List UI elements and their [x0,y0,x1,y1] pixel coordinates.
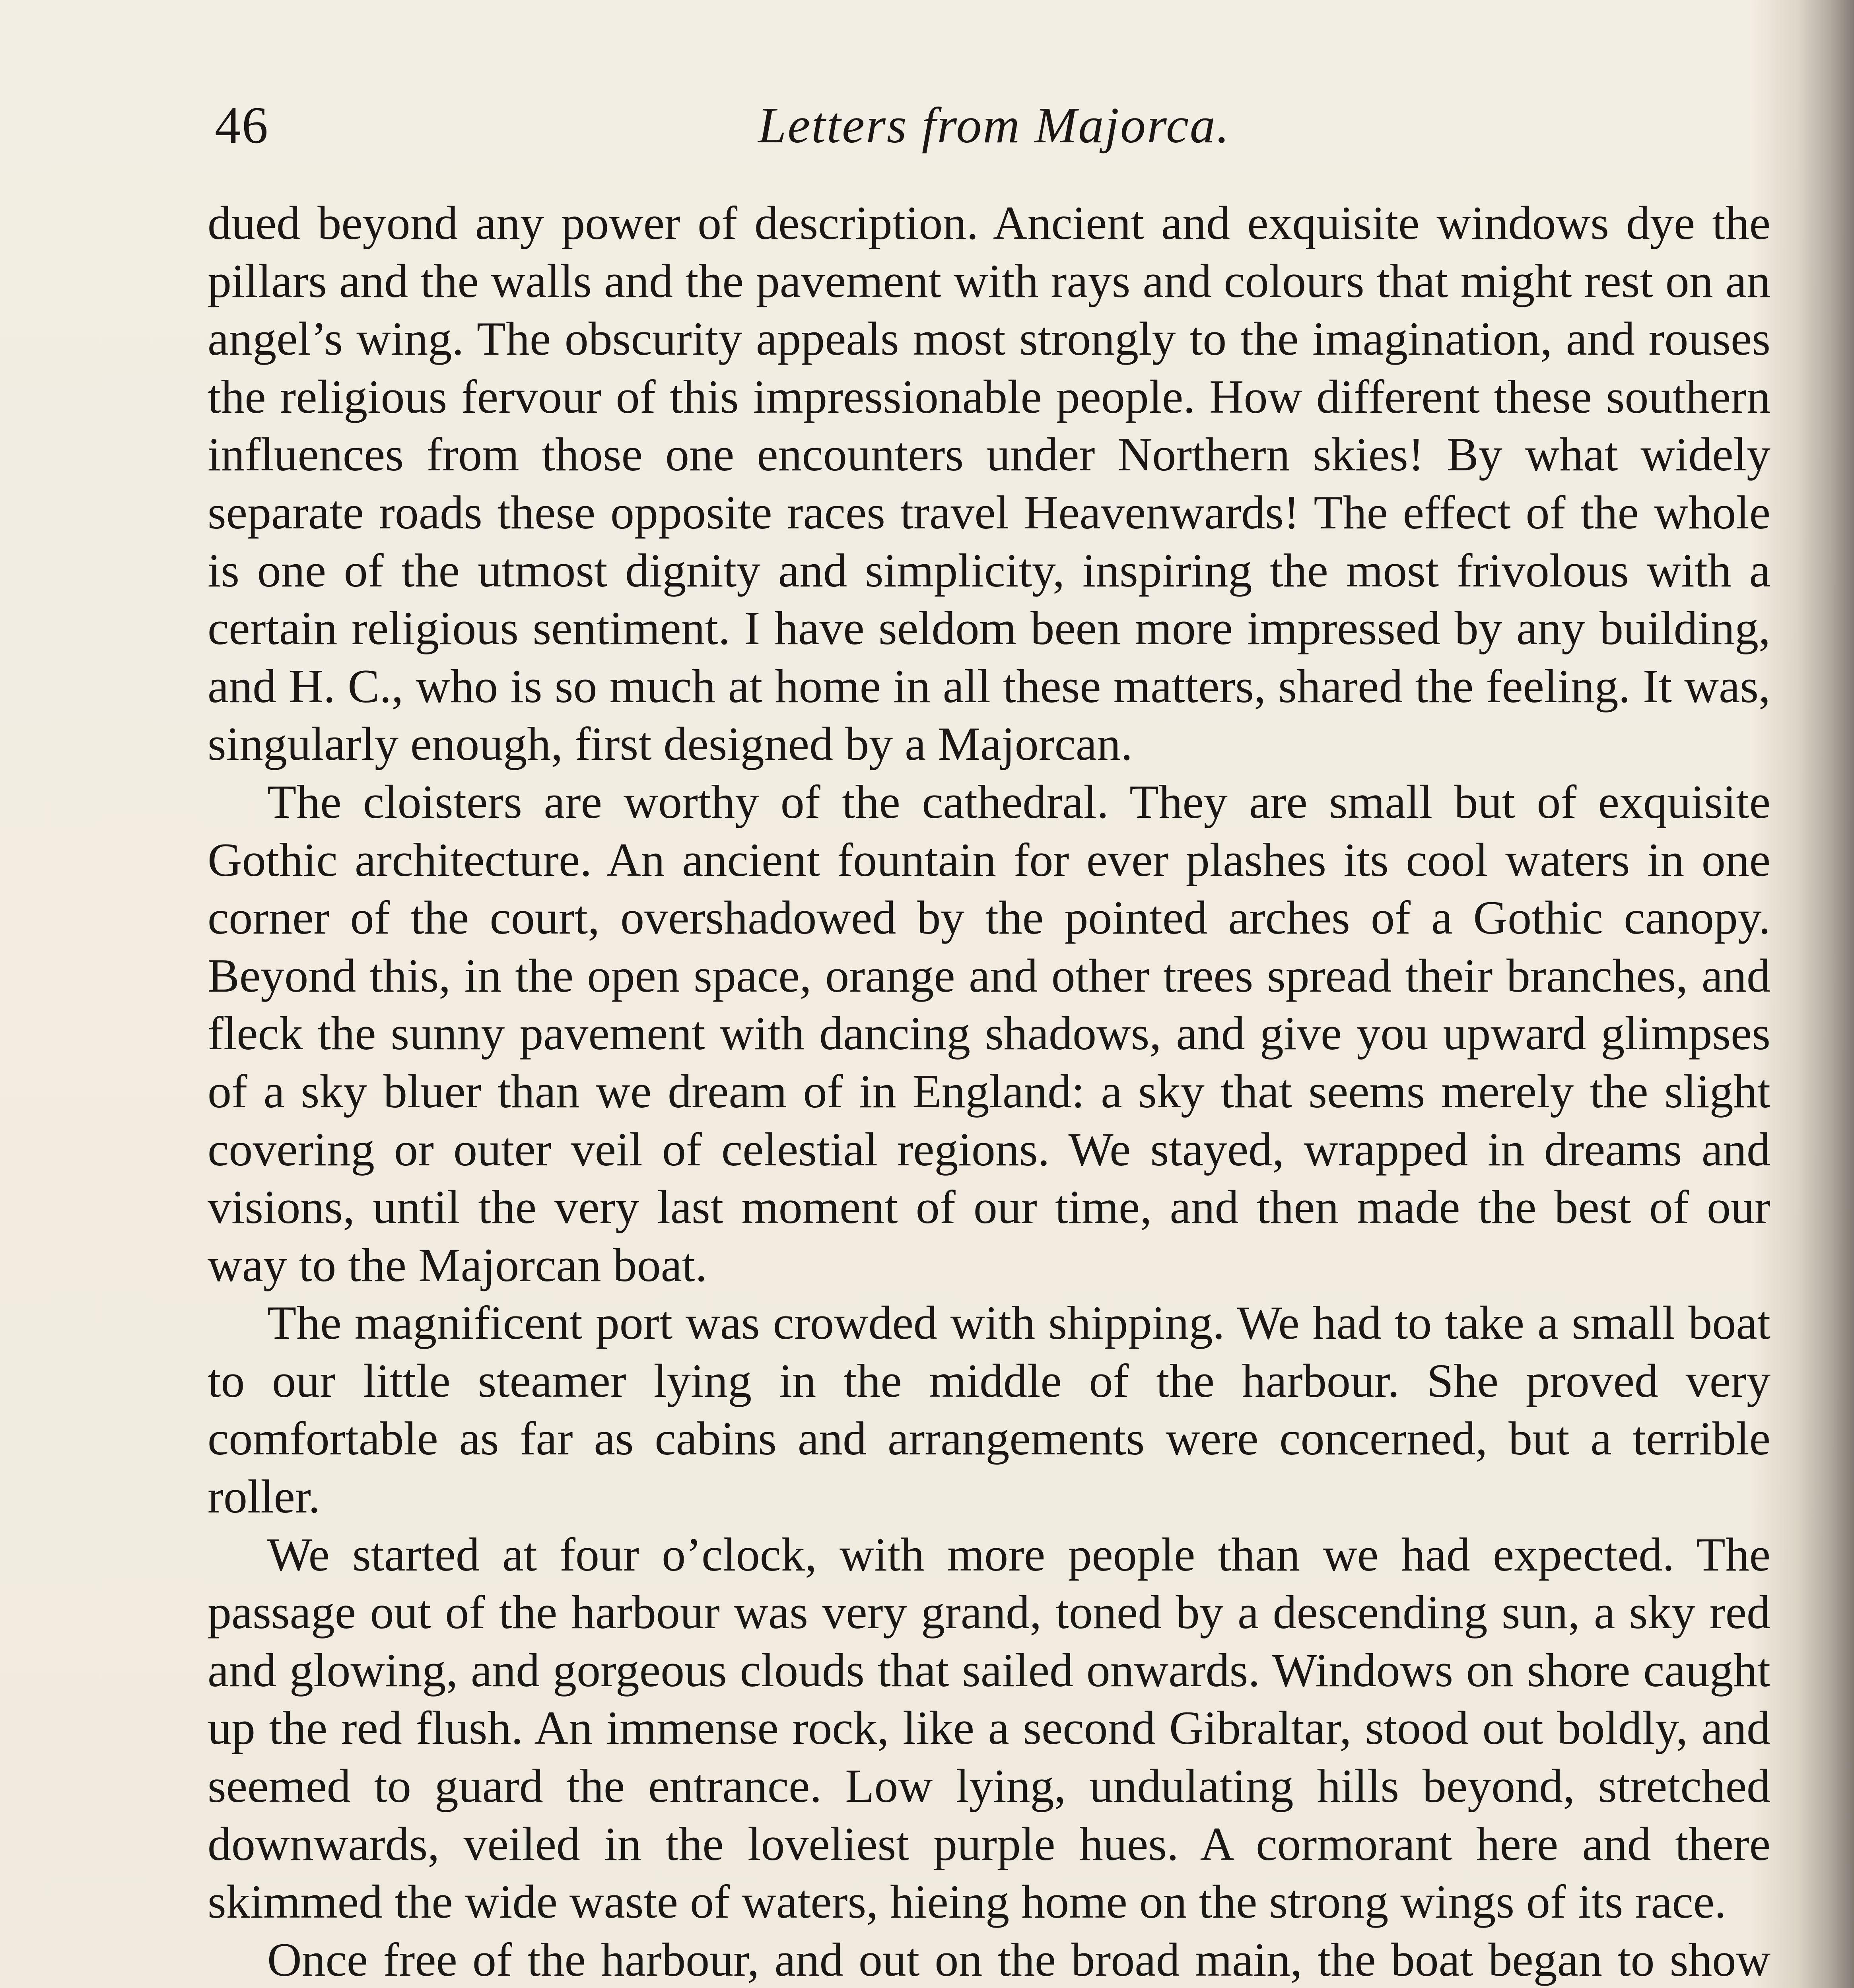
paragraph: The magnificent port was crowded with shipping. We had to take a small boat to our little steamer lying in the middle of the harbour. She proved very comfortable as far as cabins and arrangements were concerned, but a terrible roller. [208,1296,1770,1523]
paragraph-continued: dued beyond any power of description. Ancient and exquisite windows dye the pillars and the walls and the pavement with rays and colours that might rest on an angel’s wing. The obscurity appeals most strongly to the imagination, and rouses the religious fervour of this impressionable people. How different these southern influences from those one encounters under Northern skies! By what widely separate roads these opposite races travel Heavenwards! The effect of the whole is one of the utmost dignity and simplicity, inspiring the most frivolous with a certain religious sentiment. I have seldom been more impressed by any building, and H. C., who is so much at home in all these matters, shared the feeling. It was, singularly enough, first designed by a Majorcan. [208,196,1770,771]
page-number: 46 [215,96,269,154]
paragraph: The cloisters are worthy of the cathedral. They are small but of exquisite Gothic architecture. An ancient fountain for ever plashes its cool waters in one corner of the court, overshadowed by the pointed arches of a Gothic canopy. Beyond this, in the open space, orange and other trees spread their branches, and fleck the sunny pavement with dancing shadows, and give you upward glimpses of a sky bluer than we dream of in England: a sky that seems merely the slight covering or outer veil of celestial regions. We stayed, wrapped in dreams and visions, until the very last moment of our time, and then made the best of our way to the Majorcan boat. [208,775,1770,1291]
body-text [208,194,1770,1988]
paragraph: We started at four o’clock, with more people than we had expected. The passage out of the harbour was very grand, toned by a descending sun, a sky red and glowing, and gorgeous clouds that sailed onwards. Windows on shore caught up the red flush. An immense rock, like a second Gibraltar, stood out boldly, and seemed to guard the entrance. Low lying, undulating hills beyond, stretched downwards, veiled in the loveliest purple hues. A cormorant here and there skimmed the wide waste of waters, hieing home on the strong wings of its race. [208,1528,1770,1928]
page-header [215,85,1774,165]
running-title: Letters from Majorca. [758,97,1230,153]
paragraph: Once free of the harbour, and out on the broad main, the boat began to show [267,1933,1770,1986]
